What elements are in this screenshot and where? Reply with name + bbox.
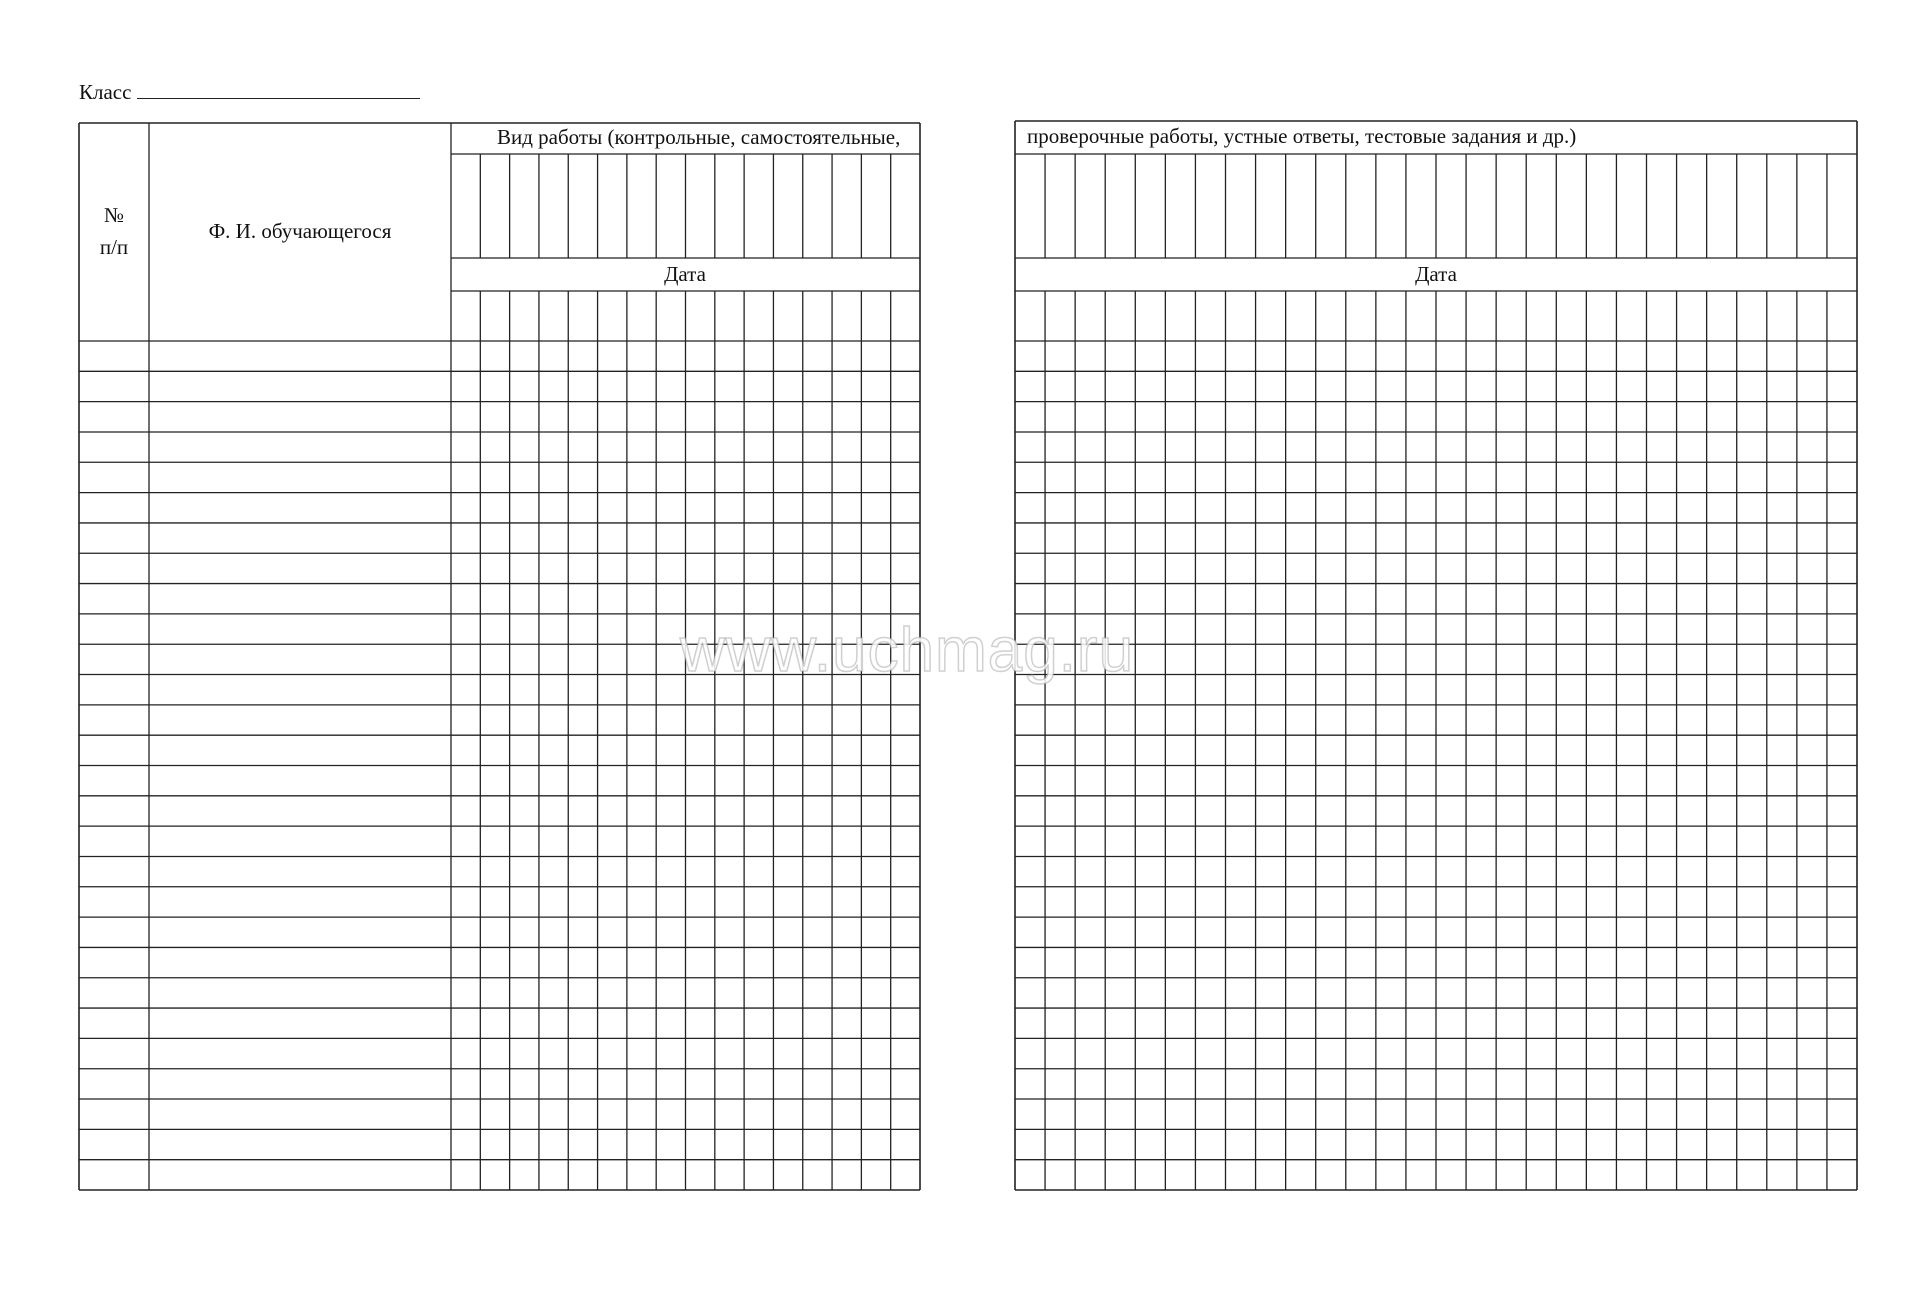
- student-name-column-header: Ф. И. обучающегося: [208, 219, 392, 243]
- left-date-header: Дата: [664, 262, 706, 286]
- left-work-type-header: Вид работы (контрольные, самостоятельные,: [497, 125, 901, 149]
- watermark: www.uchmag.ru: [680, 616, 1135, 685]
- number-column-header-sub: п/п: [99, 235, 129, 259]
- right-work-type-header: проверочные работы, устные ответы, тестовые задания и др.): [1027, 124, 1577, 148]
- left-table-grid: [79, 123, 920, 1190]
- class-label: Класс: [79, 80, 132, 104]
- right-date-header: Дата: [1415, 262, 1457, 286]
- number-column-header: №: [103, 203, 125, 227]
